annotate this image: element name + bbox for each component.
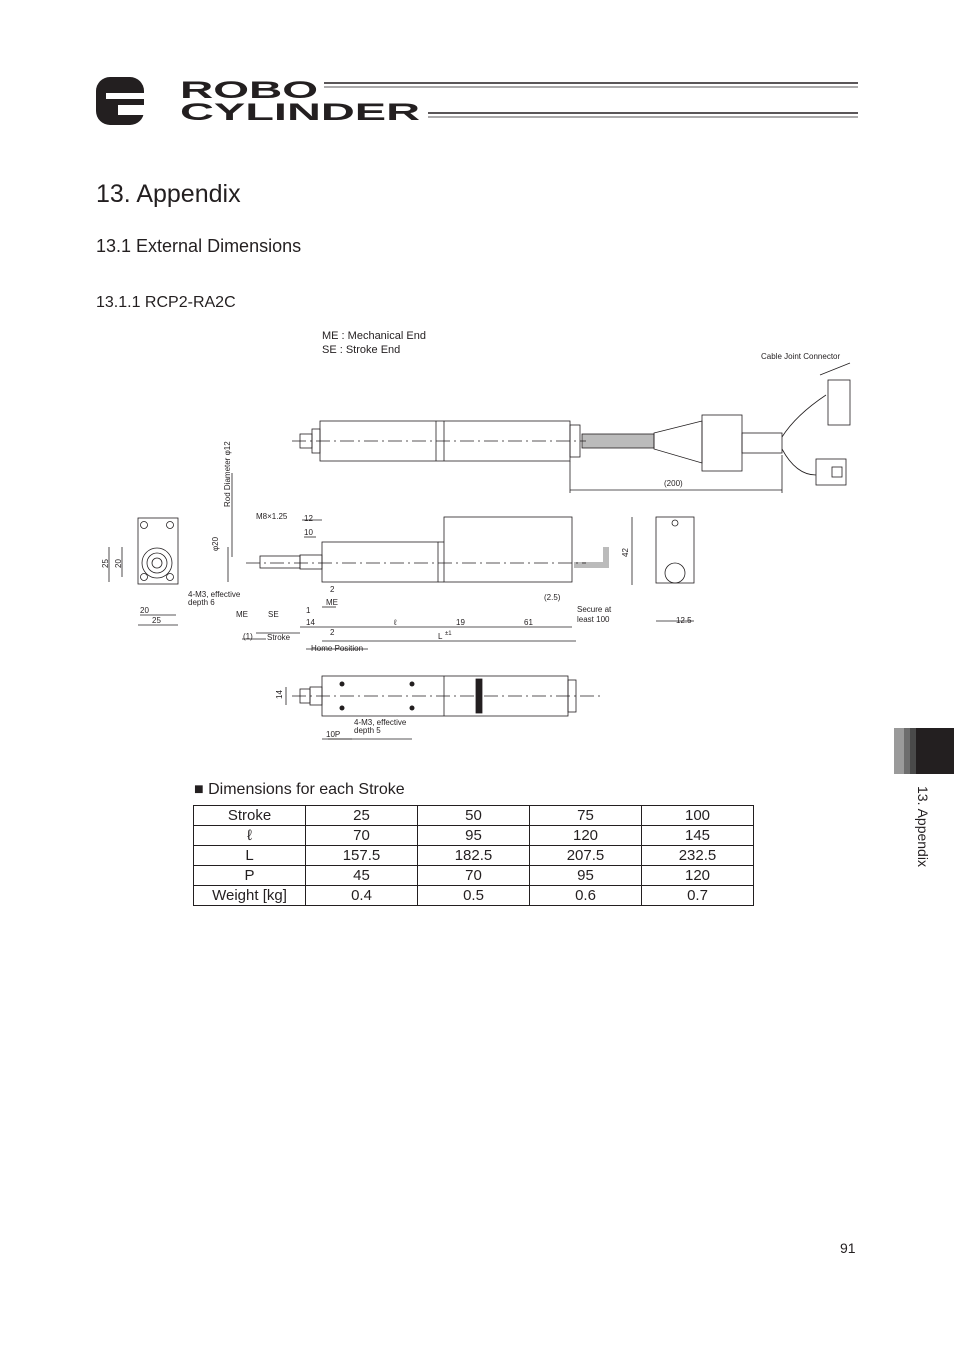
table-cell: P (194, 866, 306, 886)
table-cell: 0.5 (418, 886, 530, 906)
svg-text:61: 61 (524, 618, 533, 627)
table-row (194, 806, 754, 826)
table-cell: 120 (642, 866, 754, 886)
svg-text:12.5: 12.5 (676, 616, 692, 625)
table-cell: Weight [kg] (194, 886, 306, 906)
svg-text:14: 14 (275, 690, 284, 699)
table-row (194, 886, 754, 906)
svg-text:42: 42 (621, 548, 630, 557)
table-cell: 75 (530, 806, 642, 826)
svg-text:14: 14 (306, 618, 315, 627)
svg-text:ME : Mechanical End: ME : Mechanical End (322, 330, 426, 342)
svg-text:depth 6: depth 6 (188, 598, 215, 607)
svg-text:2: 2 (330, 585, 335, 594)
table-row (194, 826, 754, 846)
table-cell: 182.5 (418, 846, 530, 866)
table-row (194, 846, 754, 866)
table-cell: 232.5 (642, 846, 754, 866)
svg-text:Stroke: Stroke (267, 633, 291, 642)
svg-text:(1): (1) (243, 632, 253, 641)
chapter-title: 13. Appendix (96, 180, 241, 208)
dimensions-heading: ■ Dimensions for each Stroke (194, 781, 405, 798)
table-cell: 0.6 (530, 886, 642, 906)
page-number: 91 (840, 1240, 856, 1256)
table-cell: 157.5 (306, 846, 418, 866)
table-cell: 100 (642, 806, 754, 826)
svg-text:M8×1.25: M8×1.25 (256, 512, 288, 521)
svg-text:10P: 10P (326, 730, 341, 739)
svg-text:2: 2 (330, 628, 335, 637)
svg-text:(200): (200) (664, 479, 683, 488)
table-cell: 45 (306, 866, 418, 886)
svg-text:φ20: φ20 (211, 536, 220, 551)
svg-text:25: 25 (101, 559, 110, 568)
svg-text:depth 5: depth 5 (354, 726, 381, 735)
table-cell: 25 (306, 806, 418, 826)
table-cell: Stroke (194, 806, 306, 826)
svg-text:4-M3, effective: 4-M3, effective (188, 590, 241, 599)
chapter-tab-marker (894, 728, 954, 774)
chapter-side-label: 13. Appendix (915, 786, 931, 867)
table-cell: 95 (418, 826, 530, 846)
table-cell: ℓ (194, 826, 306, 846)
svg-text:±1: ±1 (445, 631, 452, 637)
table-cell: 120 (530, 826, 642, 846)
external-dimensions-drawing (96, 325, 866, 750)
svg-text:20: 20 (140, 606, 149, 615)
svg-text:Cable Joint Connector: Cable Joint Connector (761, 352, 841, 361)
svg-text:12: 12 (304, 514, 313, 523)
svg-text:SE: SE (268, 610, 279, 619)
table-cell: 50 (418, 806, 530, 826)
svg-text:19: 19 (456, 618, 465, 627)
table-cell: 145 (642, 826, 754, 846)
svg-text:Secure at: Secure at (577, 605, 612, 614)
table-row (194, 866, 754, 886)
table-cell: 0.4 (306, 886, 418, 906)
subsection-title: 13.1.1 RCP2-RA2C (96, 294, 236, 311)
svg-text:ROBO: ROBO (180, 77, 318, 104)
svg-text:20: 20 (114, 559, 123, 568)
svg-text:10: 10 (304, 528, 313, 537)
table-cell: 70 (306, 826, 418, 846)
svg-text:Rod Diameter φ12: Rod Diameter φ12 (223, 441, 232, 507)
table-cell: L (194, 846, 306, 866)
svg-text:least 100: least 100 (577, 615, 610, 624)
svg-text:ME: ME (236, 610, 248, 619)
table-cell: 0.7 (642, 886, 754, 906)
svg-text:ℓ: ℓ (394, 618, 397, 627)
robo-cylinder-logo (96, 75, 858, 130)
table-cell: 207.5 (530, 846, 642, 866)
svg-text:ME: ME (326, 598, 338, 607)
svg-text:4-M3, effective: 4-M3, effective (354, 718, 407, 727)
svg-text:CYLINDER: CYLINDER (180, 99, 420, 126)
svg-text:SE : Stroke End: SE : Stroke End (322, 344, 401, 356)
svg-text:25: 25 (152, 616, 161, 625)
dimensions-table (193, 805, 754, 906)
table-cell: 95 (530, 866, 642, 886)
table-cell: 70 (418, 866, 530, 886)
svg-text:(2.5): (2.5) (544, 593, 561, 602)
section-title: 13.1 External Dimensions (96, 236, 302, 256)
svg-text:Home Position: Home Position (311, 644, 364, 653)
svg-text:L: L (438, 632, 443, 641)
svg-text:1: 1 (306, 606, 311, 615)
